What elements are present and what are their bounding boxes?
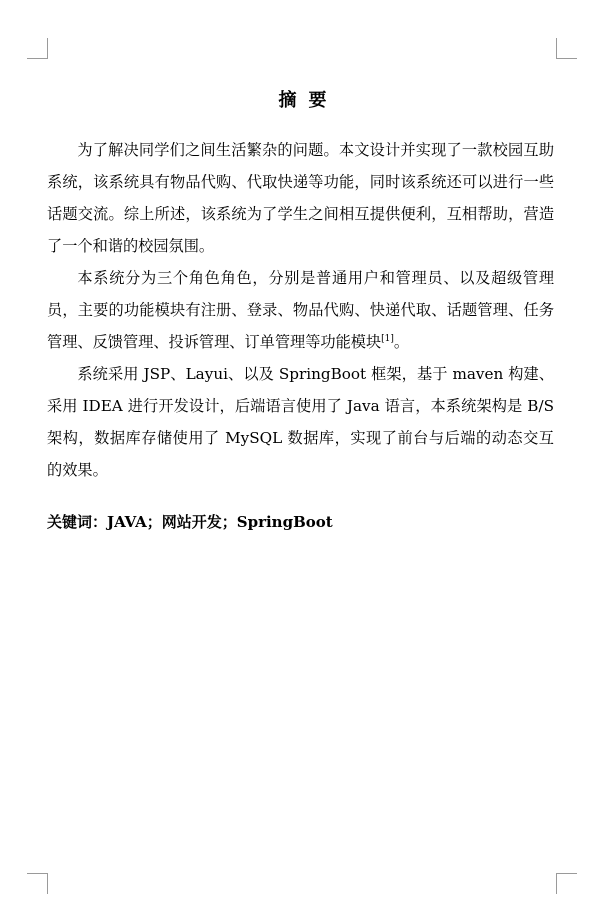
crop-mark-bottom-right <box>556 873 577 894</box>
paragraph-text: 为了解决同学们之间生活繁杂的问题。本文设计并实现了一款校园互助系统，该系统具有物品代购、代取快递等功能，同时该系统还可以进行一些话题交流。综上所述，该系统为了学生之间相互提供便利，互相帮助，营造了一个和谐的校园氛围。 <box>47 141 554 255</box>
crop-mark-top-left <box>27 38 48 59</box>
citation-ref[interactable]: [1] <box>381 333 394 344</box>
crop-mark-top-right <box>556 38 577 59</box>
abstract-body <box>47 134 554 486</box>
crop-mark-bottom-left <box>27 873 48 894</box>
abstract-paragraph-3 <box>47 358 554 486</box>
paragraph-text: 本系统分为三个角色角色，分别是普通用户和管理员、以及超级管理员，主要的功能模块有注册、登录、物品代购、快递代取、话题管理、任务管理、反馈管理、投诉管理、订单管理等功能模块 <box>47 269 554 351</box>
paragraph-tail: 。 <box>393 333 410 351</box>
abstract-paragraph-2 <box>47 262 554 358</box>
abstract-title: 摘要 <box>278 90 339 111</box>
abstract-paragraph-1 <box>47 134 554 262</box>
keywords-line: 关键词：JAVA；网站开发；SpringBoot <box>47 513 333 531</box>
paragraph-text: 系统采用 JSP、Layui、以及 SpringBoot 框架，基于 maven 构建、采用 IDEA 进行开发设计，后端语言使用了 Java 语言，本系统架构是 B/S 架构，数据库存储使用了 MySQL 数据库，实现了前台与后端的动态交互的效果。 <box>47 365 554 479</box>
